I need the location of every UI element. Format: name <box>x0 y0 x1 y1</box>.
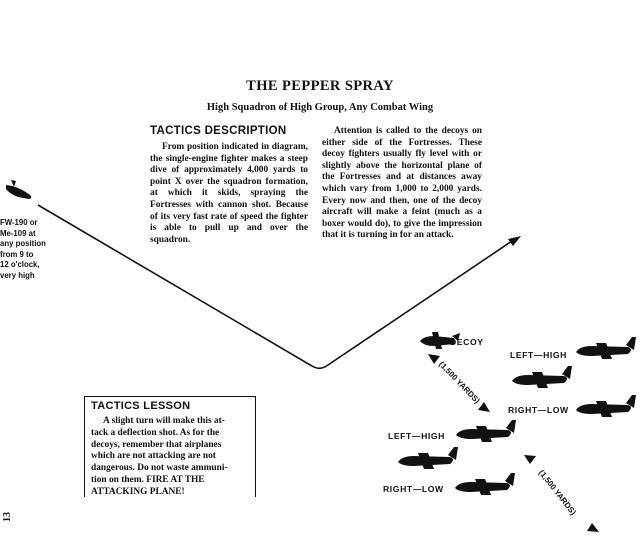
range-label-lower: (1,500 YARDS) <box>536 468 578 517</box>
page-subtitle: High Squadron of High Group, Any Combat Wing <box>206 102 434 113</box>
tactics-lesson-box <box>84 396 256 497</box>
attack-path-arrowhead <box>508 236 521 246</box>
lesson-line: which are not attacking are not <box>91 451 216 462</box>
left-high-label-1: LEFT—HIGH <box>510 350 567 360</box>
bomber-silhouette <box>512 366 572 388</box>
tactics-lesson-heading: TACTICS LESSON <box>91 400 191 412</box>
tactics-lesson-body <box>91 416 253 499</box>
decoy-label: DECOY <box>450 337 484 347</box>
lesson-line: dangerous. Do not waste ammuni- <box>91 463 228 474</box>
right-low-label-1: RIGHT—LOW <box>508 405 569 415</box>
bomber-silhouette <box>456 420 516 442</box>
lesson-line: tion on them. FIRE AT THE <box>91 474 205 485</box>
side-note-line: Me-109 at <box>0 228 36 238</box>
side-note-line: FW-190 or <box>0 218 38 227</box>
side-note-line: any position <box>0 239 46 248</box>
left-high-label-2: LEFT—HIGH <box>388 431 445 441</box>
side-note-line: very high <box>0 270 35 280</box>
fighter-silhouette <box>6 180 31 199</box>
lesson-line: A slight turn will make this at- <box>103 416 225 426</box>
bomber-silhouette <box>576 395 636 417</box>
bomber-silhouette <box>576 337 636 359</box>
page-title: THE PEPPER SPRAY <box>246 78 394 94</box>
range-label-upper: (1,500 YARDS) <box>437 359 482 406</box>
tactics-description-right-column: Attention is called to the decoys on either side of the Fortresses. These decoy fighters usually fly level with or slightly above the horizontal plane of the Fortresses and at distances away which vary from 1,000 to 2,000 yards. Every now and then, one of the decoy aircraft will make a feint (much as a boxer would do), to give the impression that it is turning in for an attack. <box>322 126 482 241</box>
side-note <box>0 218 74 281</box>
side-note-line: 12 o'clock, <box>0 260 40 269</box>
tactics-description-left-column: From position indicated in diagram, the single-engine fighter makes a steep dive of approximately 4,000 yards to point X over the squadron formation, at which it skids, spraying the Fortresses with cannon shot. Because of its very fast rate of speed the fighter is able to pull up and over the squadron. <box>150 142 308 245</box>
lesson-line: tack a deflection shot. As for the <box>91 427 220 438</box>
page-number: 13 <box>2 512 13 522</box>
bomber-silhouette <box>398 447 458 469</box>
right-low-label-2: RIGHT—LOW <box>383 484 444 494</box>
tactics-description-heading: TACTICS DESCRIPTION <box>150 125 287 137</box>
lesson-line: decoys, remember that airplanes <box>91 439 222 450</box>
bomber-silhouette <box>455 473 515 495</box>
lesson-line: ATTACKING PLANE! <box>91 486 185 497</box>
side-note-line: from 9 to <box>0 249 34 259</box>
